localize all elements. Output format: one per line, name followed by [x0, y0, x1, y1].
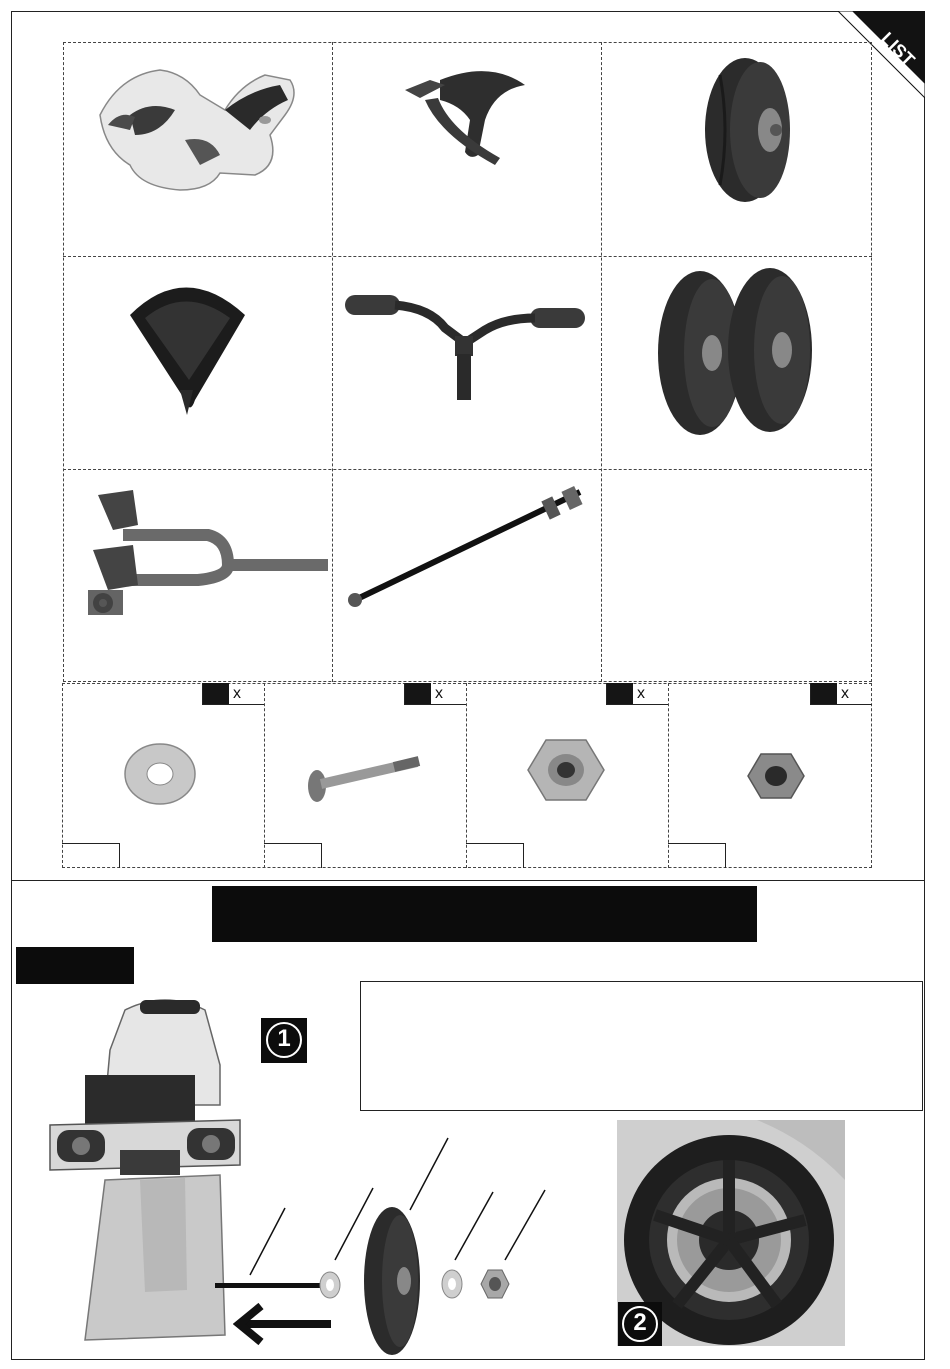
step-1-badge: [261, 1018, 307, 1063]
exploded-wheel: [362, 1203, 427, 1358]
part-windshield: [125, 270, 250, 420]
qty-count-fill: [405, 683, 431, 704]
qty-count-fill: [811, 683, 837, 704]
step-2-badge: [618, 1302, 662, 1346]
hw-cell-bolt: [264, 683, 466, 868]
qty-x: x: [435, 685, 443, 702]
qty-x: x: [841, 685, 849, 702]
section-divider: [11, 880, 925, 881]
part-label-box: [466, 843, 524, 868]
exploded-washer-2: [440, 1268, 464, 1300]
part-label-box: [62, 843, 120, 868]
step-2-number: 2: [633, 1309, 647, 1336]
section-title-bar: [212, 886, 757, 942]
hw-cell-washer: [62, 683, 264, 868]
qty-x: x: [233, 685, 241, 702]
part-front-fender: [400, 60, 530, 170]
instruction-text-box: [360, 981, 923, 1111]
grid-vline-2: [601, 42, 602, 682]
qty-count-fill: [203, 683, 229, 704]
part-motorcycle-body: [90, 55, 310, 205]
hw-cell-lock-nut: [466, 683, 668, 868]
qty-box: [404, 683, 466, 705]
installed-wheel-photo: [617, 1120, 845, 1346]
part-front-fork: [78, 485, 333, 625]
qty-box: [810, 683, 872, 705]
part-handlebar: [340, 288, 590, 408]
part-rear-axle: [340, 480, 595, 615]
exploded-nut: [480, 1268, 510, 1300]
hex-nut-image: [746, 751, 806, 801]
part-label-box: [264, 843, 322, 868]
hw-cell-hex-nut: [668, 683, 872, 868]
arrow-left-icon: [233, 1302, 333, 1346]
washer-image: [122, 738, 202, 808]
qty-count-fill: [607, 683, 633, 704]
list-label: LIST: [876, 28, 919, 71]
bolt-image: [299, 748, 429, 808]
step-1-number: 1: [277, 1025, 291, 1052]
part-front-wheels-pair: [650, 265, 825, 440]
grid-hline-1: [63, 256, 872, 257]
part-rear-wheel: [700, 55, 800, 205]
qty-box: [202, 683, 264, 705]
exploded-washer-1: [318, 1270, 342, 1300]
step-label-bar: [16, 947, 134, 984]
grid-hline-2: [63, 469, 872, 470]
part-label-box: [668, 843, 726, 868]
motorcycle-rear-view: [45, 990, 250, 1350]
qty-x: x: [637, 685, 645, 702]
lock-nut-image: [526, 735, 606, 805]
qty-box: [606, 683, 668, 705]
